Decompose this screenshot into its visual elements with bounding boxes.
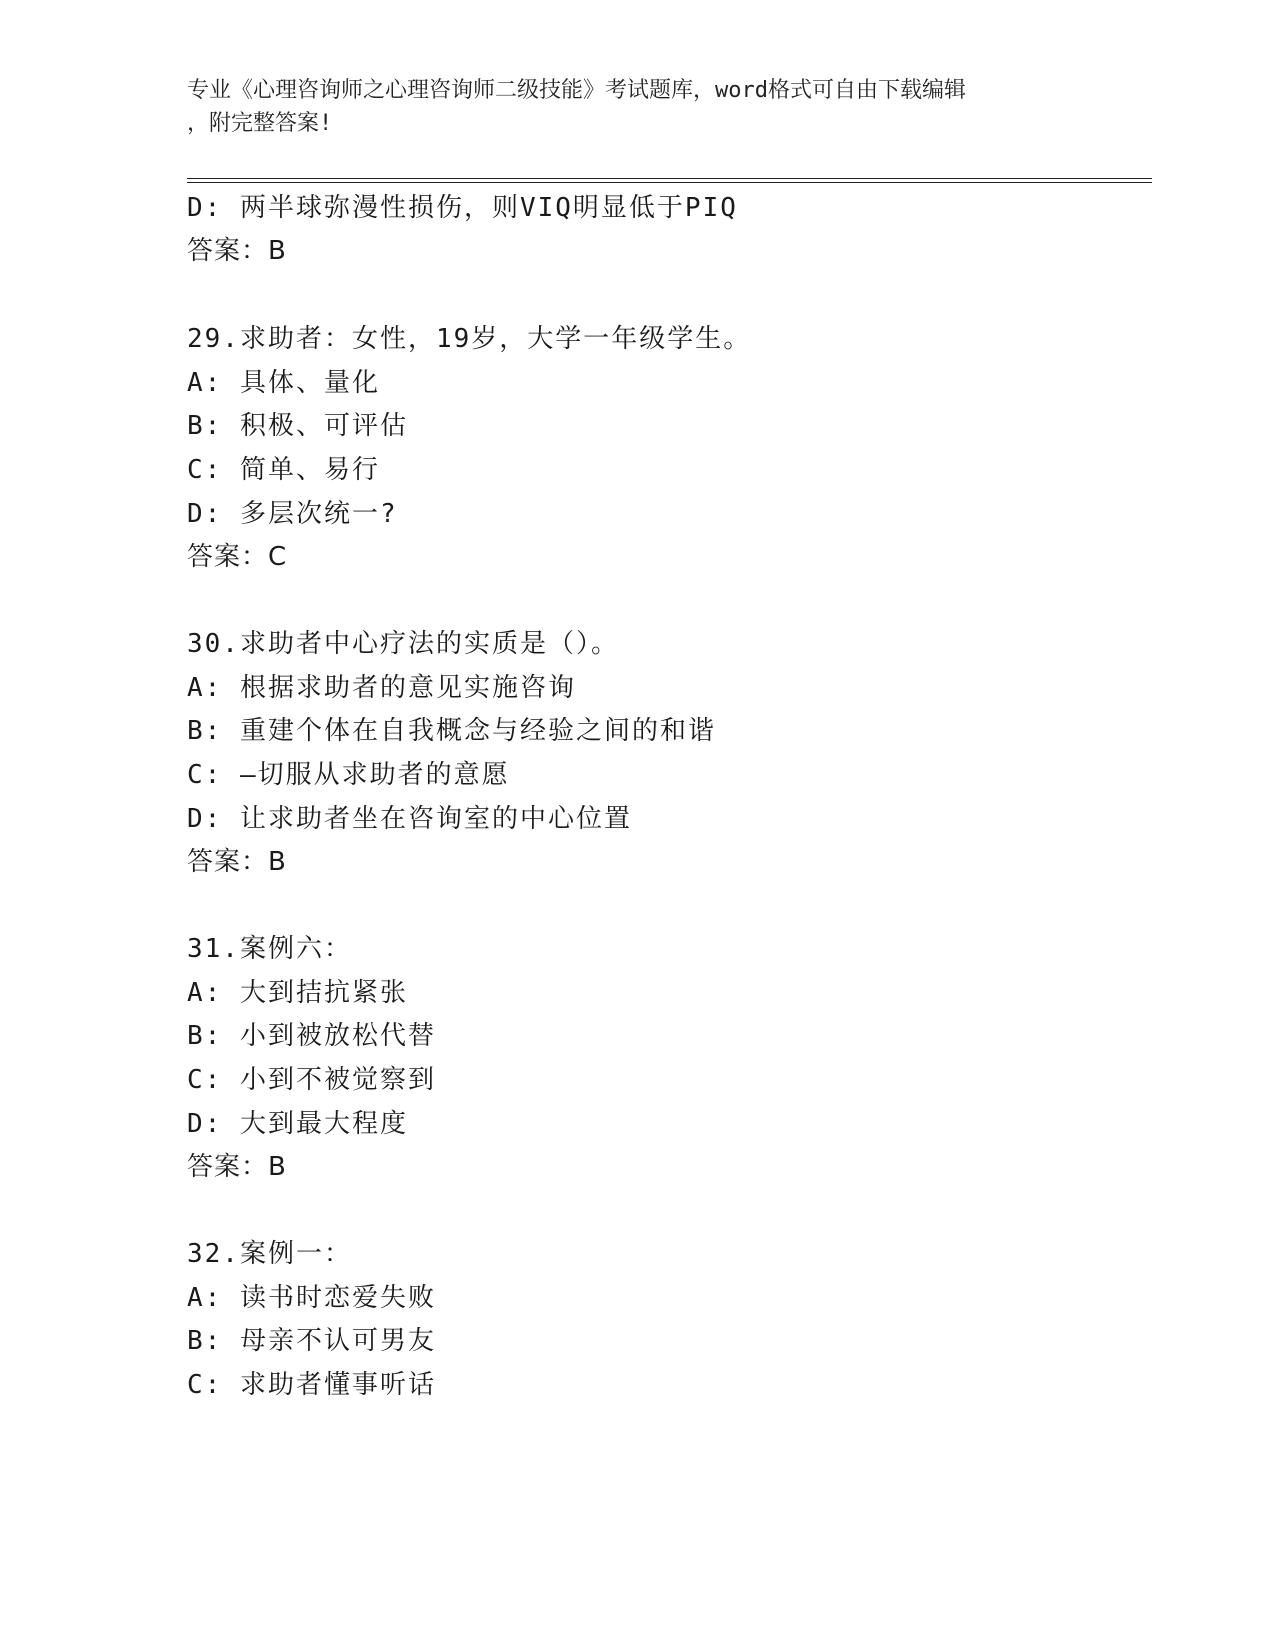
- header-rule-bottom: [187, 182, 1152, 183]
- option-d: D: 大到最大程度: [187, 1109, 408, 1139]
- option-b: B: 重建个体在自我概念与经验之间的和谐: [187, 716, 716, 746]
- option-a: A: 具体、量化: [187, 368, 380, 398]
- option-a: A: 大到拮抗紧张: [187, 978, 408, 1008]
- option-a: A: 根据求助者的意见实施咨询: [187, 673, 576, 703]
- header-rule-top: [187, 178, 1152, 179]
- header-title-line-1: 专业《心理咨询师之心理咨询师二级技能》考试题库，word格式可自由下载编辑: [187, 78, 966, 103]
- question-32: 32.案例一：: [187, 1239, 352, 1269]
- option-b: B: 小到被放松代替: [187, 1021, 436, 1051]
- question-29: 29.求助者：女性，19岁，大学一年级学生。: [187, 324, 752, 354]
- option-c: C: 求助者懂事听话: [187, 1370, 436, 1400]
- answer-line: 答案：B: [187, 847, 287, 877]
- option-d: D: 多层次统一?: [187, 499, 398, 529]
- question-30: 30.求助者中心疗法的实质是（）。: [187, 629, 619, 659]
- document-header: [187, 74, 1087, 140]
- option-c: C: 小到不被觉察到: [187, 1065, 436, 1095]
- option-c: C: 简单、易行: [187, 455, 380, 485]
- option-d: D: 让求助者坐在咨询室的中心位置: [187, 804, 632, 834]
- answer-line: 答案：C: [187, 542, 288, 572]
- option-c: C: —切服从求助者的意愿: [187, 760, 510, 790]
- option-d: D: 两半球弥漫性损伤，则VIQ明显低于PIQ: [187, 193, 738, 223]
- question-31: 31.案例六：: [187, 934, 352, 964]
- header-title-line-2: ，附完整答案!: [187, 111, 333, 136]
- option-b: B: 母亲不认可男友: [187, 1326, 436, 1356]
- answer-line: 答案：B: [187, 1152, 287, 1182]
- option-a: A: 读书时恋爱失败: [187, 1283, 436, 1313]
- answer-line: 答案：B: [187, 236, 287, 266]
- option-b: B: 积极、可评估: [187, 411, 408, 441]
